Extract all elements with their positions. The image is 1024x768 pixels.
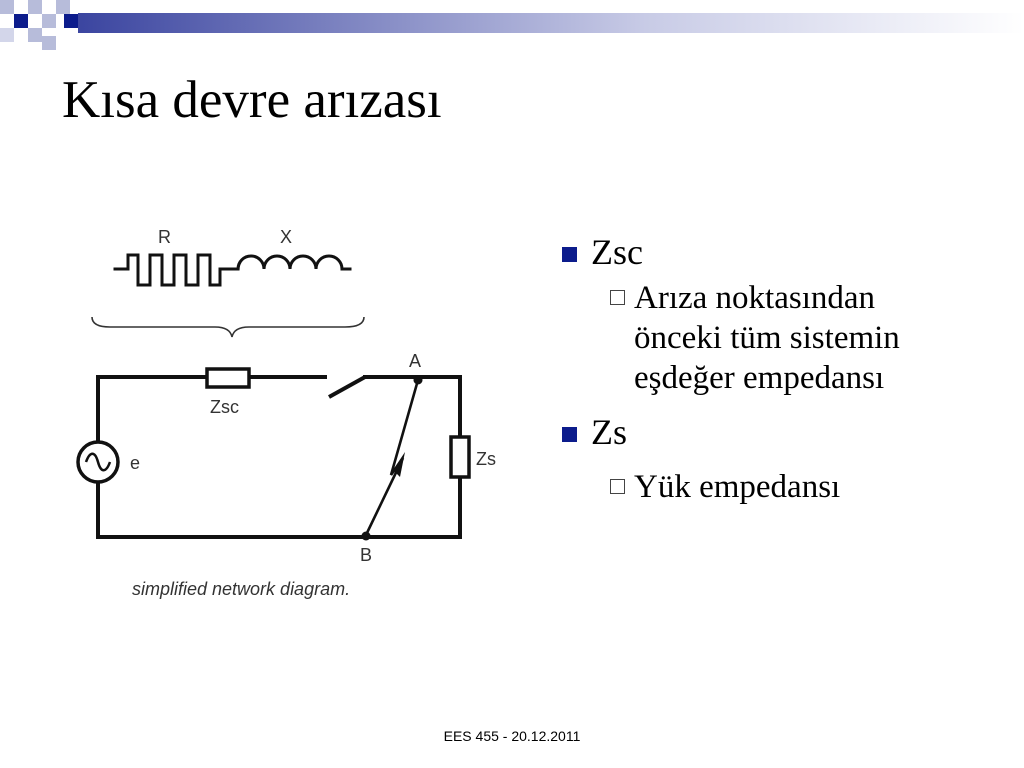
- diagram-caption: simplified network diagram.: [132, 579, 351, 599]
- label-a: A: [409, 351, 422, 371]
- sub-bullet-text: Arıza noktasından önceki tüm sistemin eşdeğer empedansı: [634, 280, 900, 396]
- bullet-item: [560, 232, 1000, 273]
- fault-lightning-icon: [366, 380, 418, 535]
- resistor-symbol: [115, 255, 238, 285]
- slide-title: Kısa devre arızası: [62, 71, 442, 129]
- brace: [92, 317, 364, 337]
- sub-bullet-item: [610, 468, 1000, 508]
- bullet-square-icon: [562, 427, 577, 442]
- zs-impedance-box: [451, 437, 469, 477]
- decorative-header-bar: [0, 0, 1024, 50]
- bullet-list: [560, 232, 1000, 507]
- bullet-item: [560, 412, 1000, 453]
- label-zsc: Zsc: [210, 397, 239, 417]
- label-r: R: [158, 227, 171, 247]
- network-diagram: [60, 215, 500, 615]
- switch-blade: [329, 377, 365, 397]
- label-x: X: [280, 227, 293, 247]
- slide-footer: EES 455 - 20.12.2011: [443, 728, 581, 744]
- sub-bullet-text: Yük empedansı: [634, 468, 841, 505]
- bullet-text: Zsc: [591, 232, 643, 272]
- circuit-wire: [98, 377, 460, 537]
- label-b: B: [360, 545, 373, 565]
- inductor-symbol: [238, 256, 350, 269]
- hollow-square-icon: [610, 479, 625, 494]
- node-a: [414, 376, 423, 385]
- label-zs: Zs: [476, 449, 496, 469]
- zsc-impedance-box: [207, 369, 249, 387]
- bullet-square-icon: [562, 247, 577, 262]
- sub-bullet-item: [610, 279, 1000, 398]
- node-b: [362, 532, 371, 541]
- hollow-square-icon: [610, 290, 625, 305]
- bullet-text: Zs: [591, 412, 627, 453]
- label-e: e: [130, 453, 141, 473]
